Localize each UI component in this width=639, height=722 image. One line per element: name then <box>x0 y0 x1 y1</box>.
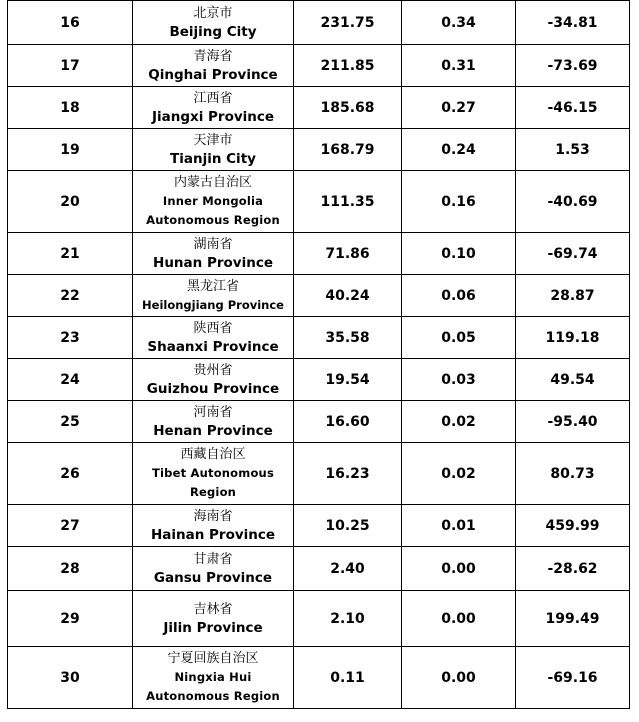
region-name-en: Qinghai Province <box>148 66 278 83</box>
rank-cell: 30 <box>8 647 133 709</box>
region-name-zh: 青海省 <box>193 48 233 64</box>
region-name-zh: 湖南省 <box>193 236 233 252</box>
value-cell: 185.68 <box>294 87 402 129</box>
region-cell <box>133 317 294 359</box>
region-name-zh: 海南省 <box>193 508 233 524</box>
value-cell: 231.75 <box>294 1 402 45</box>
table-row <box>8 359 630 401</box>
rank-cell: 21 <box>8 233 133 275</box>
share-cell: 0.27 <box>402 87 516 129</box>
region-name-en: Henan Province <box>153 422 273 439</box>
growth-cell: 28.87 <box>516 275 630 317</box>
rank-cell: 18 <box>8 87 133 129</box>
table-row <box>8 129 630 171</box>
table-row <box>8 591 630 647</box>
region-name-en: Jiangxi Province <box>151 108 275 125</box>
table-row <box>8 505 630 547</box>
region-name-zh: 甘肃省 <box>193 551 233 567</box>
region-name-zh: 天津市 <box>193 132 233 148</box>
region-name-en: Shaanxi Province <box>147 338 279 355</box>
share-cell: 0.05 <box>402 317 516 359</box>
growth-cell: 49.54 <box>516 359 630 401</box>
rank-cell: 20 <box>8 171 133 233</box>
growth-cell: -95.40 <box>516 401 630 443</box>
share-cell: 0.03 <box>402 359 516 401</box>
value-cell: 16.23 <box>294 443 402 505</box>
rank-cell: 28 <box>8 547 133 591</box>
region-name-en-line2: Autonomous Region <box>146 689 280 703</box>
rank-cell: 26 <box>8 443 133 505</box>
region-name-zh: 北京市 <box>193 5 233 21</box>
region-cell <box>133 401 294 443</box>
rank-cell: 23 <box>8 317 133 359</box>
region-name-en: Jilin Province <box>163 619 263 636</box>
growth-cell: -40.69 <box>516 171 630 233</box>
region-cell <box>133 505 294 547</box>
table-row <box>8 443 630 505</box>
region-name-zh: 内蒙古自治区 <box>173 175 252 190</box>
region-name-zh: 江西省 <box>193 90 233 106</box>
rank-cell: 17 <box>8 45 133 87</box>
table-row <box>8 87 630 129</box>
growth-cell: 80.73 <box>516 443 630 505</box>
value-cell: 168.79 <box>294 129 402 171</box>
region-name-en: Hainan Province <box>150 526 276 543</box>
table-row <box>8 647 630 709</box>
growth-cell: 1.53 <box>516 129 630 171</box>
share-cell: 0.00 <box>402 547 516 591</box>
share-cell: 0.31 <box>402 45 516 87</box>
rank-cell: 29 <box>8 591 133 647</box>
growth-cell: -73.69 <box>516 45 630 87</box>
value-cell: 2.40 <box>294 547 402 591</box>
region-name-en-line2: Region <box>189 485 237 499</box>
region-cell <box>133 1 294 45</box>
region-name-en-line2: Autonomous Region <box>146 213 280 227</box>
table-row <box>8 547 630 591</box>
growth-cell: -28.62 <box>516 547 630 591</box>
share-cell: 0.16 <box>402 171 516 233</box>
region-cell <box>133 547 294 591</box>
rank-cell: 16 <box>8 1 133 45</box>
region-name-en-line1: Inner Mongolia <box>162 194 264 208</box>
share-cell: 0.01 <box>402 505 516 547</box>
value-cell: 211.85 <box>294 45 402 87</box>
share-cell: 0.00 <box>402 591 516 647</box>
value-cell: 40.24 <box>294 275 402 317</box>
region-cell <box>133 233 294 275</box>
region-name-zh: 黑龙江省 <box>186 278 239 294</box>
share-cell: 0.24 <box>402 129 516 171</box>
value-cell: 71.86 <box>294 233 402 275</box>
rank-cell: 27 <box>8 505 133 547</box>
region-cell <box>133 87 294 129</box>
table-row <box>8 171 630 233</box>
share-cell: 0.06 <box>402 275 516 317</box>
share-cell: 0.00 <box>402 647 516 709</box>
growth-cell: 459.99 <box>516 505 630 547</box>
region-name-zh: 宁夏回族自治区 <box>167 651 259 666</box>
share-cell: 0.02 <box>402 401 516 443</box>
region-cell <box>133 647 294 709</box>
region-name-en-line1: Ningxia Hui <box>174 670 252 684</box>
region-name-zh: 陕西省 <box>193 320 233 336</box>
rank-cell: 24 <box>8 359 133 401</box>
rank-cell: 25 <box>8 401 133 443</box>
region-cell <box>133 275 294 317</box>
table-row <box>8 45 630 87</box>
share-cell: 0.02 <box>402 443 516 505</box>
ranking-table <box>7 0 630 709</box>
value-cell: 111.35 <box>294 171 402 233</box>
region-cell <box>133 443 294 505</box>
region-cell <box>133 359 294 401</box>
growth-cell: 119.18 <box>516 317 630 359</box>
region-name-en: Tianjin City <box>170 150 256 167</box>
share-cell: 0.10 <box>402 233 516 275</box>
region-name-en: Beijing City <box>169 23 257 40</box>
region-cell <box>133 129 294 171</box>
value-cell: 10.25 <box>294 505 402 547</box>
value-cell: 19.54 <box>294 359 402 401</box>
region-name-en: Guizhou Province <box>146 380 280 397</box>
share-cell: 0.34 <box>402 1 516 45</box>
region-cell <box>133 171 294 233</box>
table-row <box>8 233 630 275</box>
rank-cell: 19 <box>8 129 133 171</box>
table-row <box>8 1 630 45</box>
region-name-en: Heilongjiang Province <box>142 297 284 312</box>
table-row <box>8 275 630 317</box>
region-cell <box>133 591 294 647</box>
value-cell: 16.60 <box>294 401 402 443</box>
growth-cell: 199.49 <box>516 591 630 647</box>
value-cell: 0.11 <box>294 647 402 709</box>
table-row <box>8 317 630 359</box>
value-cell: 2.10 <box>294 591 402 647</box>
rank-cell: 22 <box>8 275 133 317</box>
region-name-en: Hunan Province <box>153 254 273 271</box>
region-name-zh: 吉林省 <box>193 601 233 617</box>
region-name-en: Gansu Province <box>153 569 273 586</box>
growth-cell: -69.74 <box>516 233 630 275</box>
value-cell: 35.58 <box>294 317 402 359</box>
growth-cell: -34.81 <box>516 1 630 45</box>
region-name-zh: 河南省 <box>193 404 233 420</box>
table-row <box>8 401 630 443</box>
growth-cell: -69.16 <box>516 647 630 709</box>
region-name-zh: 贵州省 <box>193 362 233 378</box>
region-cell <box>133 45 294 87</box>
growth-cell: -46.15 <box>516 87 630 129</box>
region-name-en-line1: Tibet Autonomous <box>151 466 274 480</box>
region-name-zh: 西藏自治区 <box>180 447 246 462</box>
